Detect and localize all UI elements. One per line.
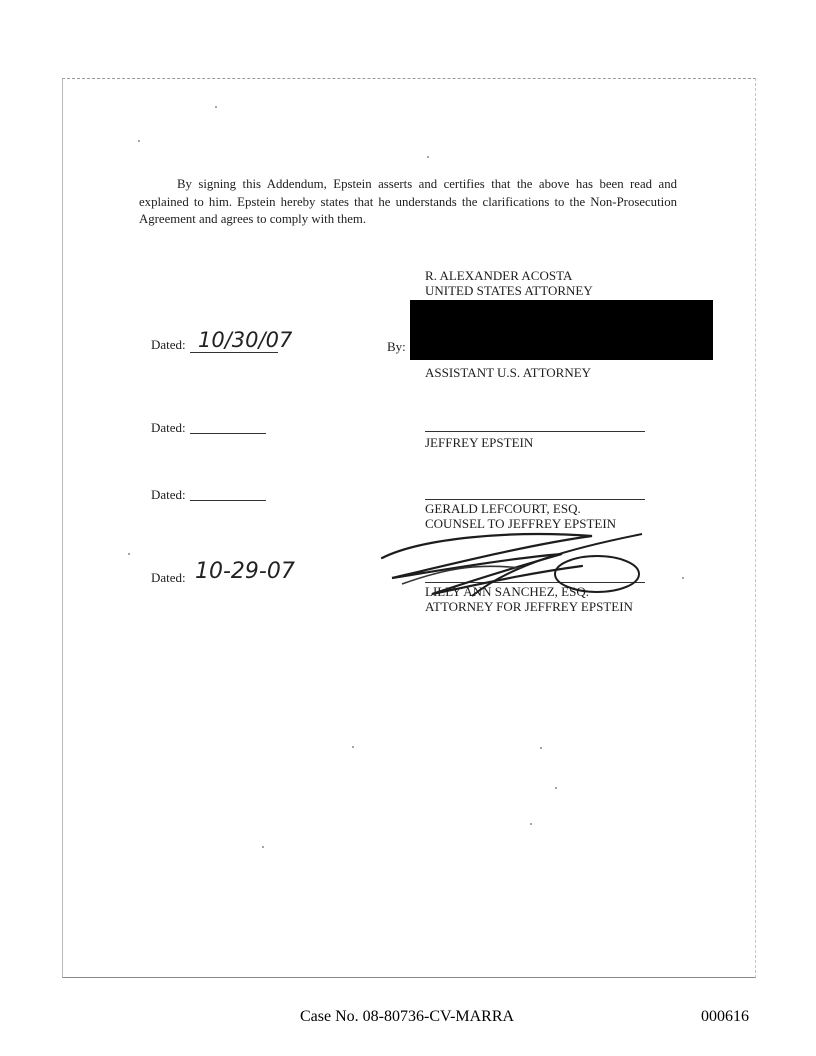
signature-line bbox=[425, 431, 645, 432]
scan-speck bbox=[352, 746, 354, 748]
certification-text: By signing this Addendum, Epstein asserts and certifies that the above has been read and explained to him. Epstein hereby states that he understands the clarifications to the Non-Prosecution Agreement and agrees to comply with them. bbox=[139, 177, 677, 226]
signatory-name: JEFFREY EPSTEIN bbox=[425, 435, 534, 450]
date-line bbox=[190, 500, 266, 501]
scan-speck bbox=[427, 156, 429, 158]
us-attorney-title: UNITED STATES ATTORNEY bbox=[425, 283, 593, 298]
bates-page-number: 000616 bbox=[701, 1008, 749, 1025]
case-number: Case No. 08-80736-CV-MARRA bbox=[300, 1008, 515, 1025]
signatory-name: GERALD LEFCOURT, ESQ. bbox=[425, 501, 581, 516]
handwritten-date: 10-29-07 bbox=[195, 559, 295, 584]
assistant-us-attorney-title: ASSISTANT U.S. ATTORNEY bbox=[425, 365, 592, 380]
signature-line bbox=[425, 499, 645, 500]
dated-label: Dated: bbox=[151, 337, 186, 352]
date-line bbox=[190, 433, 266, 434]
redacted-signature-block bbox=[410, 300, 713, 360]
scan-speck bbox=[530, 823, 532, 825]
by-label: By: bbox=[387, 339, 406, 354]
scan-speck bbox=[262, 846, 264, 848]
date-line bbox=[190, 352, 278, 353]
us-attorney-name: R. ALEXANDER ACOSTA bbox=[425, 268, 573, 283]
scan-speck bbox=[540, 747, 542, 749]
handwritten-signature bbox=[362, 524, 662, 614]
handwritten-date: 10/30/07 bbox=[198, 328, 293, 352]
signatory-role: COUNSEL TO JEFFREY EPSTEIN bbox=[425, 516, 617, 531]
signatory-role: ATTORNEY FOR JEFFREY EPSTEIN bbox=[425, 599, 633, 614]
addendum-certification-paragraph bbox=[139, 176, 677, 229]
scan-speck bbox=[128, 553, 130, 555]
scan-speck bbox=[215, 106, 217, 108]
scan-speck bbox=[555, 787, 557, 789]
dated-label: Dated: bbox=[151, 487, 186, 502]
signatory-name: LILLY ANN SANCHEZ, ESQ. bbox=[425, 584, 589, 599]
dated-label: Dated: bbox=[151, 570, 186, 585]
dated-label: Dated: bbox=[151, 420, 186, 435]
scan-speck bbox=[138, 140, 140, 142]
scan-speck bbox=[682, 577, 684, 579]
